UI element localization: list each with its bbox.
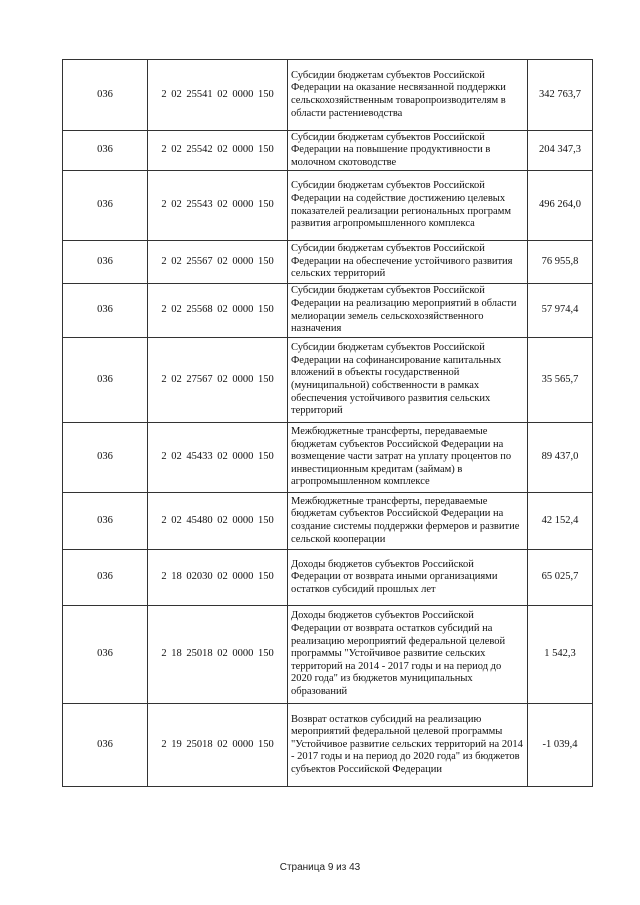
revenue-name-cell: Субсидии бюджетам субъектов Российской Федерации на содействие достижению целевых показателей реализации региональных программ развития агропромышленного комплекса bbox=[288, 171, 528, 241]
budget-revenue-table bbox=[62, 59, 593, 787]
admin-code-cell: 036 bbox=[63, 493, 148, 550]
amount-cell: 57 974,4 bbox=[528, 284, 593, 338]
table-row bbox=[63, 606, 593, 704]
admin-code-cell: 036 bbox=[63, 606, 148, 704]
amount-cell: 35 565,7 bbox=[528, 338, 593, 423]
admin-code-cell: 036 bbox=[63, 550, 148, 606]
table-row bbox=[63, 241, 593, 284]
amount-cell: 89 437,0 bbox=[528, 423, 593, 493]
admin-code-cell: 036 bbox=[63, 241, 148, 284]
admin-code-cell: 036 bbox=[63, 131, 148, 171]
budget-code-cell: 2 02 27567 02 0000 150 bbox=[148, 338, 288, 423]
amount-cell: 204 347,3 bbox=[528, 131, 593, 171]
admin-code-cell: 036 bbox=[63, 60, 148, 131]
table-row bbox=[63, 550, 593, 606]
table-row bbox=[63, 171, 593, 241]
revenue-name-cell: Возврат остатков субсидий на реализацию мероприятий федеральной целевой программы "Устойчивое развитие сельских территорий на 2014 - 2017 годы и на период до 2020 года" из бюджетов субъектов Российской Федерации bbox=[288, 704, 528, 787]
table-row bbox=[63, 704, 593, 787]
table-row bbox=[63, 338, 593, 423]
revenue-name-cell: Субсидии бюджетам субъектов Российской Федерации на обеспечение устойчивого развития сельских территорий bbox=[288, 241, 528, 284]
amount-cell: 76 955,8 bbox=[528, 241, 593, 284]
budget-code-cell: 2 18 25018 02 0000 150 bbox=[148, 606, 288, 704]
budget-code-cell: 2 02 25567 02 0000 150 bbox=[148, 241, 288, 284]
table-row bbox=[63, 493, 593, 550]
budget-code-cell: 2 02 25541 02 0000 150 bbox=[148, 60, 288, 131]
budget-code-cell: 2 02 45480 02 0000 150 bbox=[148, 493, 288, 550]
revenue-name-cell: Субсидии бюджетам субъектов Российской Федерации на реализацию мероприятий в области мелиорации земель сельскохозяйственного назначения bbox=[288, 284, 528, 338]
amount-cell: 496 264,0 bbox=[528, 171, 593, 241]
revenue-name-cell: Межбюджетные трансферты, передаваемые бюджетам субъектов Российской Федерации на возмещение части затрат на уплату процентов по инвестиционным кредитам (займам) в агропромышленном комплексе bbox=[288, 423, 528, 493]
budget-code-cell: 2 02 25568 02 0000 150 bbox=[148, 284, 288, 338]
revenue-name-cell: Субсидии бюджетам субъектов Российской Федерации на оказание несвязанной поддержки сельскохозяйственным товаропроизводителям в области растениеводства bbox=[288, 60, 528, 131]
page-number: Страница 9 из 43 bbox=[279, 862, 361, 873]
table-row bbox=[63, 60, 593, 131]
admin-code-cell: 036 bbox=[63, 338, 148, 423]
amount-cell: 342 763,7 bbox=[528, 60, 593, 131]
revenue-name-cell: Доходы бюджетов субъектов Российской Федерации от возврата остатков субсидий на реализацию мероприятий федеральной целевой программы "Устойчивое развитие сельских территорий на 2014 - 2017 годы и на период до 2020 года" из бюджетов муниципальных образований bbox=[288, 606, 528, 704]
table-row bbox=[63, 131, 593, 171]
table-row bbox=[63, 284, 593, 338]
amount-cell: -1 039,4 bbox=[528, 704, 593, 787]
budget-code-cell: 2 19 25018 02 0000 150 bbox=[148, 704, 288, 787]
revenue-name-cell: Субсидии бюджетам субъектов Российской Федерации на повышение продуктивности в молочном скотоводстве bbox=[288, 131, 528, 171]
admin-code-cell: 036 bbox=[63, 423, 148, 493]
budget-code-cell: 2 02 25542 02 0000 150 bbox=[148, 131, 288, 171]
amount-cell: 65 025,7 bbox=[528, 550, 593, 606]
admin-code-cell: 036 bbox=[63, 704, 148, 787]
budget-code-cell: 2 18 02030 02 0000 150 bbox=[148, 550, 288, 606]
amount-cell: 42 152,4 bbox=[528, 493, 593, 550]
table-row bbox=[63, 423, 593, 493]
budget-code-cell: 2 02 25543 02 0000 150 bbox=[148, 171, 288, 241]
revenue-name-cell: Субсидии бюджетам субъектов Российской Федерации на софинансирование капитальных вложений в объекты государственной (муниципальной) собственности в рамках обеспечения устойчивого развития сельских территорий bbox=[288, 338, 528, 423]
admin-code-cell: 036 bbox=[63, 171, 148, 241]
budget-code-cell: 2 02 45433 02 0000 150 bbox=[148, 423, 288, 493]
amount-cell: 1 542,3 bbox=[528, 606, 593, 704]
revenue-name-cell: Межбюджетные трансферты, передаваемые бюджетам субъектов Российской Федерации на создание системы поддержки фермеров и развитие сельской кооперации bbox=[288, 493, 528, 550]
admin-code-cell: 036 bbox=[63, 284, 148, 338]
revenue-name-cell: Доходы бюджетов субъектов Российской Федерации от возврата иными организациями остатков субсидий прошлых лет bbox=[288, 550, 528, 606]
